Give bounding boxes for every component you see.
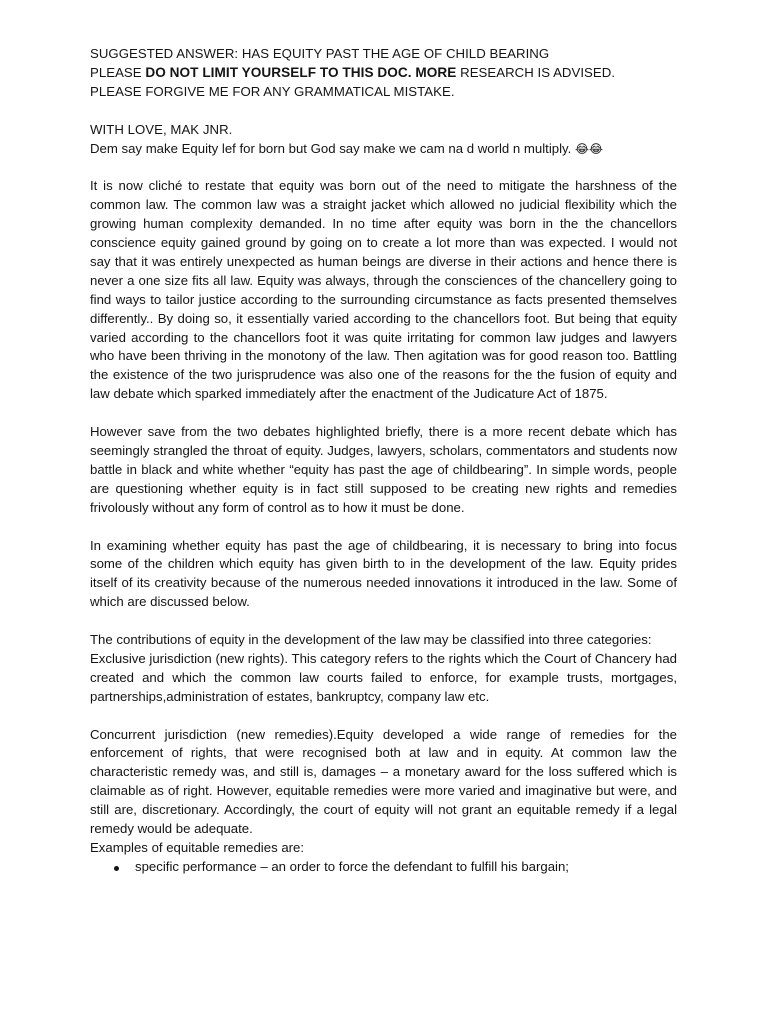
signoff-author: WITH LOVE, MAK JNR.: [90, 121, 233, 137]
paragraph-examples-intro: Examples of equitable remedies are:: [90, 839, 305, 855]
paragraph-intro: It is now cliché to restate that equity was born out of the need to mitigate the harshness of the common law. The common law was a straight jacket which allowed no judicial flexibility which the growing human complexity demanded. In no time after equity was born in the the chancellors conscience equity gained ground by going on to create a lot more than was expected. I would not say that it was entirely unexpected as human beings are diverse in their actions and hence there is never a one size fits all law. Equity was always, through the consciences of the chancellery going to find ways to tailor justice according to the surrounding circumstance as facts presented themselves differently.. By doing so, it essentially varied according to the chancellors foot. But being that equity varied according to the chancellors foot it was quite irritating for common law judges and lawyers who have been thriving in the monotony of the law. Then agitation was for good reason too. Battling the existence of the two jurisprudence was also one of the reasons for the the fusion of equity and law debate which sparked immediately after the enactment of the Judicature Act of 1875.: [90, 178, 677, 402]
bullet-icon: [90, 858, 135, 877]
header-advice-pre: PLEASE: [90, 64, 146, 80]
paragraph-concurrent-jurisdiction: Concurrent jurisdiction (new remedies).Equity developed a wide range of remedies for the enforcement of rights, that were recognised both at law and in equity. At common law the characteristic remedy was, and still is, damages – a monetary award for the loss suffered which is claimable as of right. However, equitable remedies were more varied and imaginative but were, and still are, discretionary. Accordingly, the court of equity will not grant an equitable remedy if a legal remedy would be adequate.: [90, 726, 677, 837]
signoff-quote-text: Dem say make Equity lef for born but God say make we cam na d world n multiply.: [90, 140, 572, 156]
header-advice-bold: DO NOT LIMIT YOURSELF TO THIS DOC. MORE: [145, 64, 457, 80]
document-page: [90, 45, 677, 877]
list-item: [90, 858, 677, 877]
list-item-text: specific performance – an order to force the defendant to fulfill his bargain;: [135, 858, 569, 874]
paragraph-exclusive-jurisdiction: Exclusive jurisdiction (new rights). This category refers to the rights which the Court of Chancery had created and which the common law courts failed to enforce, for example trusts, mortgages, partnerships,administration of estates, bankruptcy, company law etc.: [90, 650, 677, 704]
signoff-quote: [90, 140, 677, 159]
paragraph-children: In examining whether equity has past the age of childbearing, it is necessary to bring into focus some of the children which equity has given birth to in the development of the law. Equity prides itself of its creativity because of the numerous needed innovations it introduced in the law. Some of which are discussed below.: [90, 537, 677, 610]
header-apology: PLEASE FORGIVE ME FOR ANY GRAMMATICAL MISTAKE.: [90, 83, 455, 99]
paragraph-debate: However save from the two debates highlighted briefly, there is a more recent debate which has seemingly strangled the throat of equity. Judges, lawyers, scholars, commentators and students now battle in black and white whether “equity has past the age of childbearing”. In simple words, people are questioning whether equity is in fact still supposed to be creating new rights and remedies frivolously without any form of control as to how it must be done.: [90, 424, 677, 515]
header-title: SUGGESTED ANSWER: HAS EQUITY PAST THE AGE OF CHILD BEARING: [90, 46, 550, 61]
laughing-emoji-icon: 😂😂: [574, 141, 604, 156]
header-advice: [90, 64, 677, 83]
paragraph-contributions: The contributions of equity in the development of the law may be classified into three categories:: [90, 632, 652, 648]
header-advice-post: RESEARCH IS ADVISED.: [456, 64, 616, 80]
